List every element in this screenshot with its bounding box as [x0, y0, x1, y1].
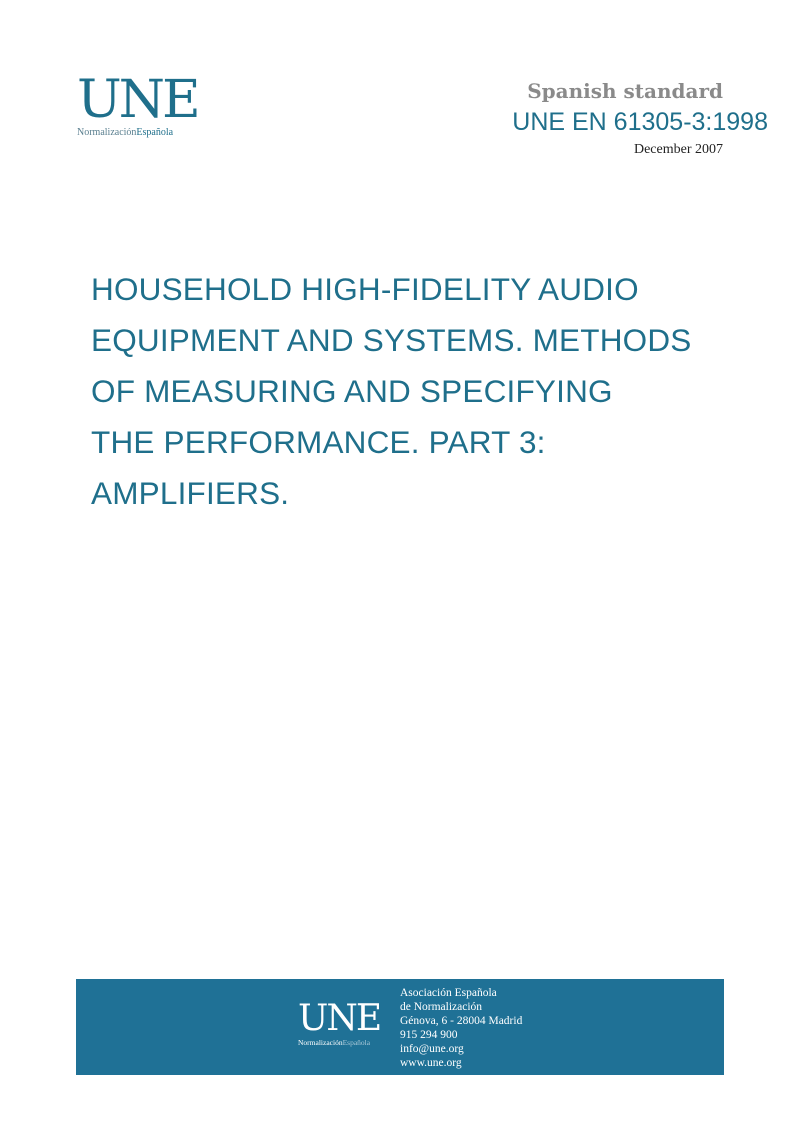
logo-sub-part2: Española [136, 127, 174, 138]
document-title [91, 264, 751, 519]
address-phone: 915 294 900 [400, 1029, 458, 1041]
address-website: www.une.org [400, 1057, 462, 1069]
address-line: de Normalización [400, 1001, 483, 1013]
footer-une-logo [298, 998, 388, 1048]
standard-code: UNE EN 61305-3:1998 [512, 108, 768, 136]
une-logo-mark: UNE [77, 70, 198, 130]
une-logo [77, 70, 207, 144]
address-line: Génova, 6 - 28004 Madrid [400, 1015, 523, 1027]
standard-kind: Spanish standard [527, 79, 723, 103]
address-email: info@une.org [400, 1043, 464, 1055]
title-line: HOUSEHOLD HIGH-FIDELITY AUDIO [91, 271, 639, 307]
title-line: AMPLIFIERS. [91, 475, 290, 511]
standard-date: December 2007 [633, 142, 723, 157]
logo-sub-part1: Normalización [77, 127, 137, 138]
footer-address [400, 986, 522, 1070]
title-line: OF MEASURING AND SPECIFYING [91, 373, 613, 409]
address-line: Asociación Española [400, 987, 497, 999]
title-line: EQUIPMENT AND SYSTEMS. METHODS [91, 322, 692, 358]
footer-logo-mark: UNE [298, 998, 381, 1039]
footer-logo-sub1: Normalización [298, 1038, 343, 1047]
footer-logo-subtitle [298, 1038, 388, 1048]
footer-banner [76, 979, 724, 1075]
footer-logo-sub2: Española [342, 1038, 371, 1047]
standard-header [512, 78, 768, 159]
title-line: THE PERFORMANCE. PART 3: [91, 424, 546, 460]
